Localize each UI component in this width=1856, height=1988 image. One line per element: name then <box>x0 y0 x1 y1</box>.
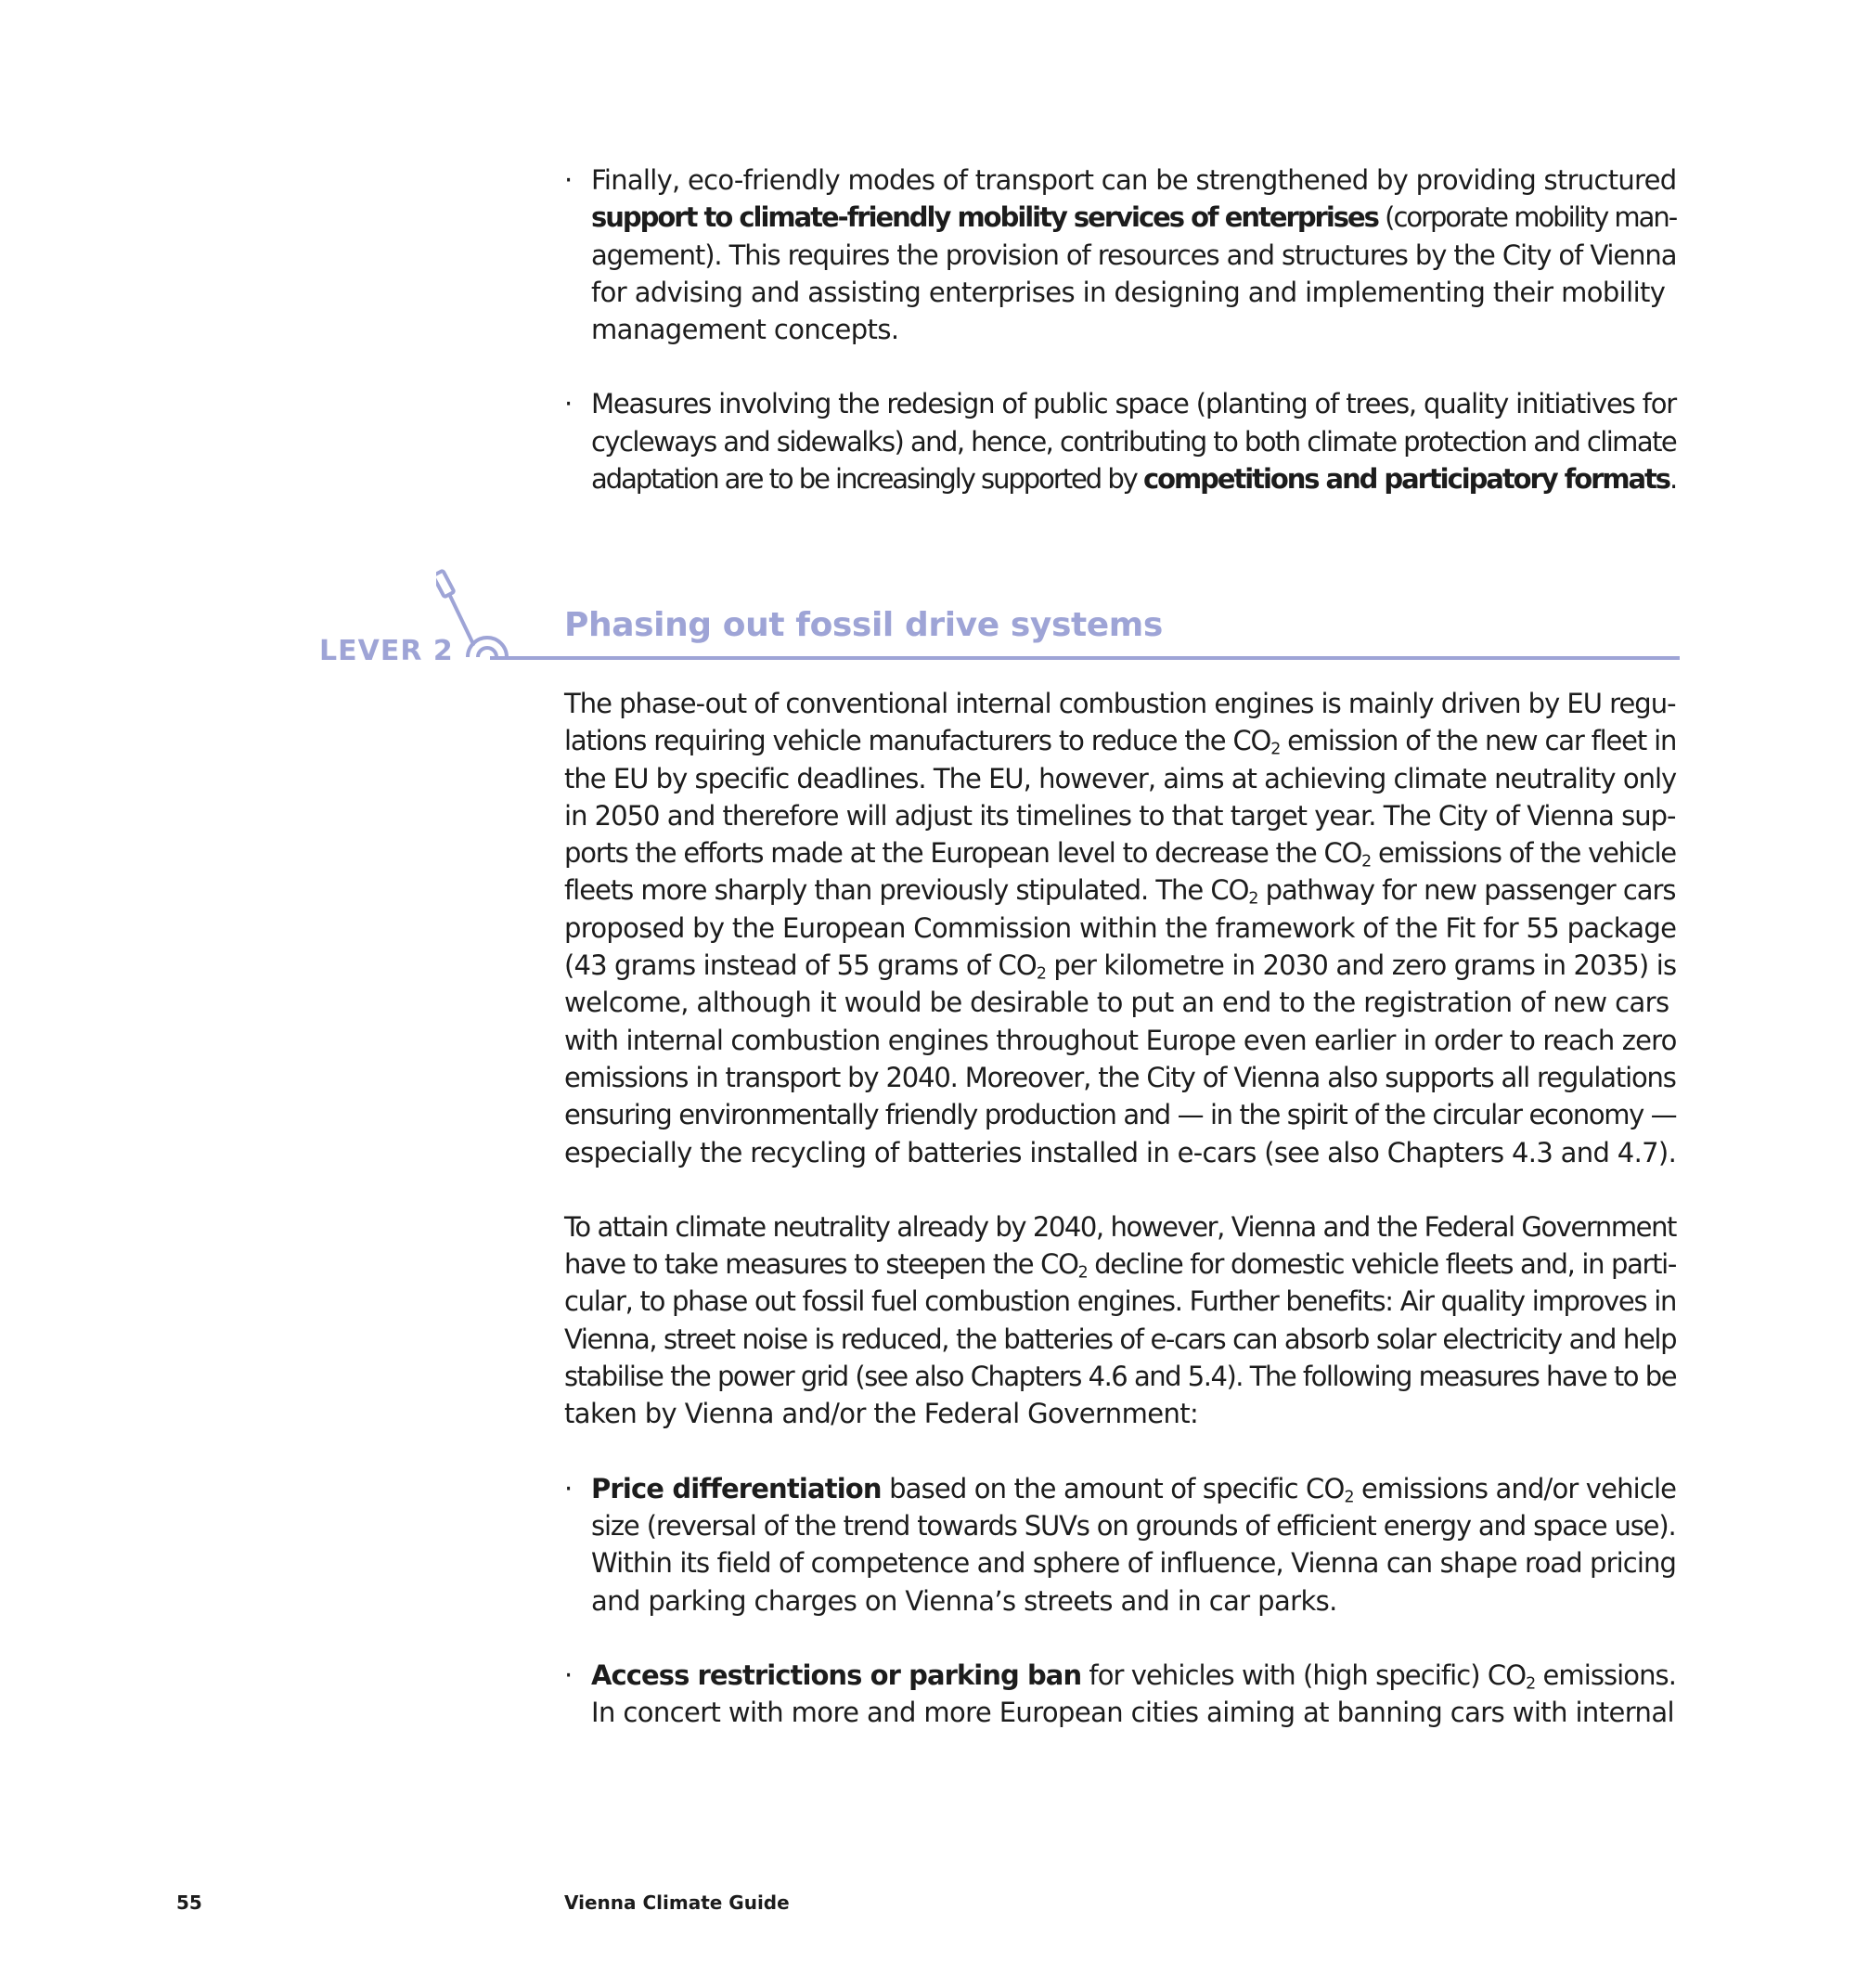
text-line <box>591 1582 1678 1620</box>
text-run: per kilometre in 2030 and zero grams in 2035) is <box>1046 949 1677 982</box>
text-run: stabilise the power grid (see also Chapters 4.6 and 5.4). The following measures have to be <box>564 1361 1677 1393</box>
text-line <box>564 1208 1678 1246</box>
text-run: The phase-out of conventional internal combustion engines is mainly driven by EU regu- <box>564 688 1676 719</box>
text-line <box>591 1694 1678 1731</box>
text-run: for advising and assisting enterprises in designing and implementing their mobility <box>591 276 1666 308</box>
text-line <box>591 1544 1678 1581</box>
text-run: and parking charges on Vienna’s streets and in car parks. <box>591 1584 1337 1617</box>
text-run: cular, to phase out fossil fuel combustion engines. Further benefits: Air quality improves in <box>564 1285 1677 1318</box>
text-run: Vienna, street noise is reduced, the batteries of e-cars can absorb solar electricity and help <box>564 1323 1677 1355</box>
text-line <box>564 1059 1678 1096</box>
bold-phrase: support to climate-friendly mobility services of enterprises <box>591 201 1378 234</box>
text-line <box>564 1134 1678 1171</box>
text-run: emissions and/or vehicle <box>1353 1472 1677 1504</box>
text-run: agement). This requires the provision of resources and structures by the City of Vienna <box>591 239 1677 271</box>
footer-publication: Vienna Climate Guide <box>564 1891 790 1914</box>
text-line <box>591 1507 1678 1544</box>
bold-phrase: Access restrictions or parking ban <box>591 1659 1082 1691</box>
bullet-text <box>591 1657 1678 1732</box>
bullet-dot: · <box>564 1659 573 1691</box>
text-run: decline for domestic vehicle fleets and, in parti- <box>1087 1248 1676 1281</box>
lever-label: LEVER 2 <box>319 635 454 667</box>
text-line <box>564 1096 1678 1133</box>
subscript: 2 <box>1361 852 1372 871</box>
bullet-text <box>591 385 1678 497</box>
text-run: Within its field of competence and sphere of influence, Vienna can shape road pricing <box>591 1547 1677 1580</box>
subscript: 2 <box>1270 740 1281 759</box>
bullet-text <box>591 161 1678 348</box>
text-run: To attain climate neutrality already by 2040, however, Vienna and the Federal Government <box>564 1210 1676 1243</box>
text-line <box>564 984 1678 1021</box>
paragraph <box>564 685 1678 1171</box>
text-run: (corporate mobility man- <box>1377 201 1677 234</box>
section-title: Phasing out fossil drive systems <box>564 606 1163 644</box>
bullet-dot: · <box>564 164 573 196</box>
text-run: adaptation are to be increasingly supported by <box>591 463 1143 496</box>
text-line <box>564 834 1678 871</box>
text-run: In concert with more and more European cities aiming at banning cars with internal <box>591 1697 1674 1729</box>
text-line <box>564 1358 1678 1395</box>
bullet-item <box>564 1657 1678 1732</box>
text-run: with internal combustion engines throughout Europe even earlier in order to reach zero <box>564 1024 1677 1056</box>
text-line <box>564 760 1678 797</box>
text-run: management concepts. <box>591 314 899 346</box>
text-run: (43 grams instead of 55 grams of CO <box>564 949 1037 982</box>
bullet-item <box>564 1470 1678 1620</box>
text-line <box>591 460 1678 497</box>
text-line <box>564 1395 1678 1432</box>
text-line <box>591 311 1678 348</box>
text-run: welcome, although it would be desirable to put an end to the registration of new cars <box>564 987 1669 1019</box>
text-line <box>564 910 1678 947</box>
section-body <box>564 685 1678 1731</box>
text-run: cycleways and sidewalks) and, hence, contributing to both climate protection and climate <box>591 425 1677 458</box>
text-run: ensuring environmentally friendly production and — in the spirit of the circular economy — <box>564 1099 1677 1131</box>
text-run: for vehicles with (high specific) CO <box>1081 1659 1527 1691</box>
lever-icon <box>436 568 510 661</box>
text-run: size (reversal of the trend towards SUVs on grounds of efficient energy and space use). <box>591 1509 1676 1542</box>
bullet-item <box>564 161 1678 348</box>
text-run: emission of the new car fleet in <box>1280 725 1677 757</box>
text-line <box>564 947 1678 984</box>
text-run: lations requiring vehicle manufacturers to reduce the CO <box>564 725 1271 757</box>
bullet-text <box>591 1470 1678 1620</box>
text-run: based on the amount of specific CO <box>881 1472 1345 1504</box>
text-run: taken by Vienna and/or the Federal Government: <box>564 1398 1199 1430</box>
text-run: proposed by the European Commission within the framework of the Fit for 55 package <box>564 911 1677 944</box>
text-run: emissions in transport by 2040. Moreover, the City of Vienna also supports all regulations <box>564 1061 1676 1093</box>
text-run: the EU by specific deadlines. The EU, however, aims at achieving climate neutrality only <box>564 762 1677 794</box>
text-line <box>591 199 1678 236</box>
text-line <box>591 161 1678 199</box>
bullet-dot: · <box>564 1472 573 1504</box>
text-line <box>564 1022 1678 1059</box>
text-line <box>591 1657 1678 1694</box>
text-line <box>564 685 1678 722</box>
text-run: in 2050 and therefore will adjust its timelines to that target year. The City of Vienna sup- <box>564 799 1676 832</box>
bold-phrase: competitions and participatory formats <box>1142 463 1670 496</box>
text-line <box>591 385 1678 422</box>
text-run: pathway for new passenger cars <box>1257 874 1676 907</box>
text-line <box>564 1246 1678 1283</box>
subscript: 2 <box>1248 889 1258 909</box>
text-run: ports the efforts made at the European level to decrease the CO <box>564 837 1362 870</box>
top-bullet-list <box>564 161 1678 497</box>
text-run: emissions of the vehicle <box>1371 837 1676 870</box>
text-run: have to take measures to steepen the CO <box>564 1248 1078 1281</box>
text-line <box>564 797 1678 834</box>
text-run: emissions. <box>1535 1659 1676 1691</box>
text-line <box>564 871 1678 909</box>
text-line <box>591 237 1678 274</box>
subscript: 2 <box>1526 1674 1536 1694</box>
page-number: 55 <box>176 1891 202 1914</box>
text-line <box>564 722 1678 759</box>
text-line <box>564 1321 1678 1358</box>
paragraph <box>564 1208 1678 1433</box>
text-line <box>591 423 1678 460</box>
bullet-item <box>564 385 1678 497</box>
bullet-dot: · <box>564 388 573 420</box>
subscript: 2 <box>1036 964 1047 984</box>
text-line <box>564 1283 1678 1320</box>
bold-phrase: Price differentiation <box>591 1472 882 1504</box>
text-line <box>591 274 1678 311</box>
text-run: fleets more sharply than previously stipulated. The CO <box>564 874 1249 907</box>
text-run: especially the recycling of batteries installed in e-cars (see also Chapters 4.3 and 4.7). <box>564 1136 1677 1168</box>
text-run: Measures involving the redesign of public space (planting of trees, quality initiatives for <box>591 388 1677 420</box>
subscript: 2 <box>1344 1487 1354 1506</box>
section-rule <box>490 656 1680 660</box>
text-run: . <box>1669 463 1677 496</box>
subscript: 2 <box>1077 1263 1088 1283</box>
text-line <box>591 1470 1678 1507</box>
text-run: Finally, eco-friendly modes of transport can be strengthened by providing structured <box>591 164 1677 196</box>
